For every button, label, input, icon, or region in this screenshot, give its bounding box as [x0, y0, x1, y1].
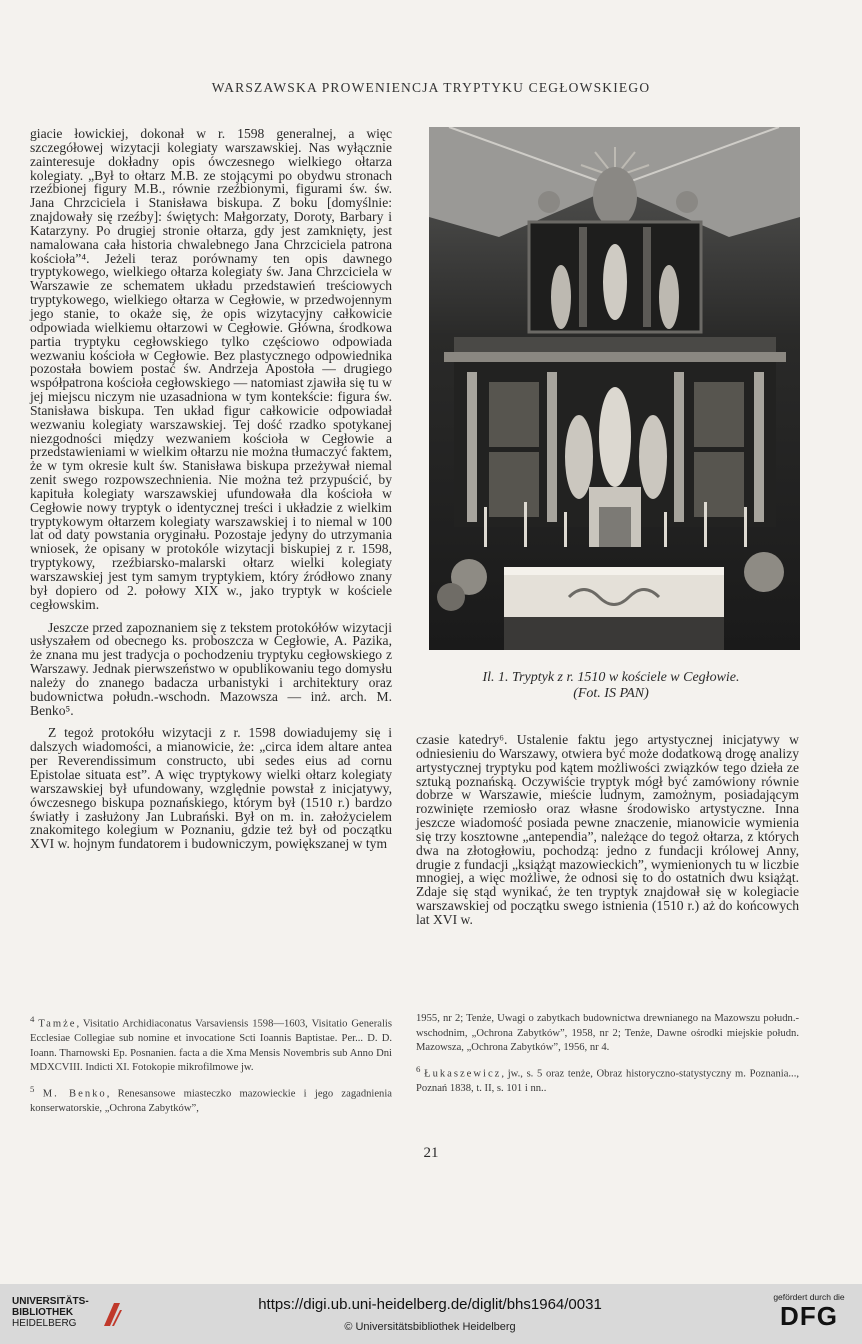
- running-head: WARSZAWSKA PROWENIENCJA TRYPTYKU CEGŁOWSKIEGO: [211, 80, 651, 95]
- footnotes-left: [30, 1012, 392, 1123]
- paragraph: Z tegoż protokółu wizytacji z r. 1598 dowiadujemy się i dalszych wiadomości, a mianowicie, że: „circa idem altare antea per Reverendissimum constructo, ubi sedes eius ad cornu Epistolae situata est”. A więc tryptykowy wielki ołtarz kolegiaty warszawskiej był ufundowany, względnie powstał z inicjatywy, ówczesnego biskupa poznańskiego, którym był (1510 r.) bardzo światły i zasłużony Jan Lubrański. Był on m. in. założycielem znakomitego kolegium w Poznaniu, gdzie też był od początku XVI w. hojnym fundatorem i budowniczym, powiększanej w tym: [30, 725, 392, 852]
- logo-line-3: HEIDELBERG: [12, 1318, 77, 1329]
- paragraph: Jeszcze przed zapoznaniem się z tekstem protokółów wizytacji usłyszałem od obecnego ks. proboszcza w Cegłowie, A. Pazika, że znana mu jest tradycja o pochodzeniu tryptyku cegłowskiego z Warszawy. Jednak pierwszeństwo w opublikowaniu tego domysłu należy do znanego badacza urbanistyki i architektury oraz budownictwa połudn.-wschodn. Mazowsza — inż. arch. M. Benko⁵.: [30, 619, 392, 718]
- logo-line-2: BIBLIOTHEK: [12, 1307, 74, 1318]
- page-number: 21: [423, 1145, 439, 1161]
- dfg-wordmark: DFG: [780, 1301, 838, 1331]
- right-column: [416, 733, 799, 927]
- footnotes-right: [416, 1012, 799, 1103]
- logo-line-1: UNIVERSITÄTS-: [12, 1296, 89, 1307]
- footnote-6: $^6$ Łukaszewicz, jw., s. 5 oraz tenże, Obraz historyczno-statystyczny m. Poznania..., Poznań 1838, t. II, s. 101 i nn..: [416, 1063, 799, 1094]
- paragraph: giacie łowickiej, dokonał w r. 1598 generalnej, a więc szczegółowej wizytacji kolegiaty warszawskiej. Nas wyłącznie zainteresuje dokładny opis ówczesnego wielkiego ołtarza kolegiaty. „Był to ołtarz M.B. ze stojącymi po obydwu stronach rzeźbionej figury M.B., równie rzeźbionymi, figurami św. św. Jana Chrzciciela i Stanisława biskupa. Z boku [domyślnie: znajdowały się rzeźby]: świętych: Małgorzaty, Doroty, Barbary i Katarzyny. Po drugiej stronie ołtarza, gdy jest zamknięty, jest namalowana cała historia chwalebnego Jana Chrzciciela patrona kościoła”⁴. Jeżeli teraz porównamy ten opis dawnego tryptykowego, wielkiego ołtarza kolegiaty św. Jana Chrzciciela w Warszawie ze schematem układu przedstawień treściowych tryptykowego, wielkiego ołtarza w Cegłowie, w przedwojennym jego stanie, to okaże się, że opis wizytacyjny całkowicie odpowiada wielkiemu ołtarzowi w Cegłowie. Główna, środkowa partia tryptyku cegłowskiego tylko częściowo odpowiada wezwaniu kościoła w Cegłowie. Bez plastycznego odpowiednika pozostała bowiem postać św. Andrzeja Apostoła — drugiego współpatrona kościoła cegłowskiego — natomiast zjawiła się tu w jej miejscu niczym nie uzasadniona w tym kontekście: figura św. Stanisława biskupa. Ten układ figur całkowicie odpowiadał wezwaniu kolegiaty warszawskiej. Tej dość rzadko spotykanej niezgodności między wezwaniem kościoła w Cegłowie a przedstawieniami w wielkim ołtarzu nie można tłumaczyć faktem, że w tym okresie kult św. Stanisława biskupa przeżywał niemal zenit swego rozpowszechnienia. Nie można też przypuścić, by kapituła kolegiaty warszawskiej ufundowała dla kościoła w Cegłowie nowy tryptyk o identycznej treści i układzie z wielkim tryptykowym ołtarzem kolegiaty warszawskiej i to niemal w 100 lat od daty powstania oryginału. Pozostaje jedyny do utrzymania wniosek, że opisany w protokóle wizytacji biskupiej z r. 1598, tryptykowy, rzeźbiarsko-malarski ołtarz wielki kolegiaty warszawskiej jest tym samym tryptykiem, który źródłowo znany był dopiero od 2. połowy XIX w., jako tryptyk w kościele cegłowskim.: [30, 126, 392, 612]
- footnote-4: $^4$ Tamże, Visitatio Archidiaconatus Varsaviensis 1598—1603, Visitatio Generalis Ecclesiae Collegiae sub nomine et invocatione Scti Ioannis Baptistae. Per... D. D. Ioann. Tharnowski Ep. Posnanien. facta a die Xma Mensis Novembris sub Anno Dni MDXCVIII. Indicti XI. Fotokopie mikrofilmowe jw.: [30, 1014, 393, 1074]
- caption-title: Il. 1. Tryptyk z r. 1510 w kościele w Cegłowie.: [482, 670, 740, 685]
- triptych-photo-illustration: [429, 127, 800, 650]
- footer-bar: [0, 1284, 862, 1344]
- left-column: [30, 127, 392, 851]
- paragraph: czasie katedry⁶. Ustalenie faktu jego artystycznej inicjatywy w odniesieniu do Warszawy, otwiera być może dodatkową drogę analizy artystycznej tryptyku pod kątem możliwości związków tego dzieła ze sztuką poznańską. Oczywiście tryptyk mógł być zamówiony równie dobrze w Warszawie, mieście ludnym, zamożnym, posiadającym rozwinięte rzemiosło oraz własne środowisko artystyczne. Inna jeszcze wiadomość posiada pewne znaczenie, mianowicie wymienia się trzy kosztowne „antependia”, należące do tegoż ołtarza, z których dwa na złotogłowiu, pochodzą: jedno z fundacji królowej Anny, drugie z fundacji „książąt mazowieckich”, wymienionych tu w liczbie mnogiej, a więc możliwe, że odnosi się to do ostatnich dwu książąt. Zdaje się stąd wynikać, że ten tryptyk znajdował się w kolegiacie warszawskiej od początku swego istnienia (1510 r.) aż do końcowych lat XVI w.: [416, 732, 799, 927]
- altar-photograph: [429, 127, 800, 650]
- dfg-logo[interactable]: [764, 1292, 854, 1330]
- library-mark-icon: [100, 1300, 124, 1330]
- library-logo[interactable]: [12, 1296, 152, 1334]
- figure-caption: [416, 670, 806, 702]
- footnote-5: $^5$ M. Benko, Renesansowe miasteczko mazowieckie i jego zagadnienia konserwatorskie, „Ochrona Zabytków”,: [30, 1083, 393, 1115]
- dfg-funded-label: gefördert durch die: [773, 1292, 845, 1302]
- footnote-5-continued: 1955, nr 2; Tenże, Uwagi o zabytkach budownictwa drewnianego na Mazowszu połudn.-wschodnim, „Ochrona Zabytków”, 1958, nr 2; Tenże, Dawne ośrodki miejskie połudn. Mazowsza, „Ochrona Zabytków”, 1956, nr 4.: [416, 1013, 799, 1054]
- copyright-text: © Universitätsbibliothek Heidelberg: [344, 1321, 516, 1333]
- caption-credit: (Fot. IS PAN): [573, 686, 649, 701]
- document-url-link[interactable]: https://digi.ub.uni-heidelberg.de/diglit/bhs1964/0031: [258, 1296, 602, 1313]
